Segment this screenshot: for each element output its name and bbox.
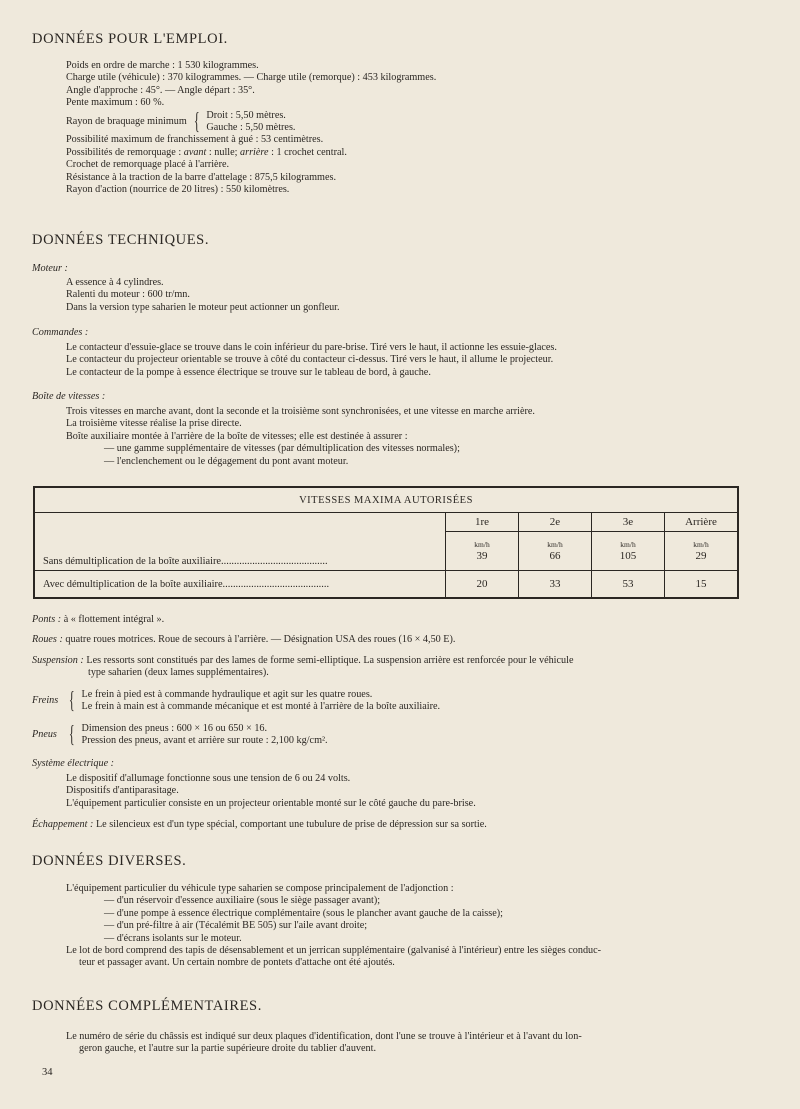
ponts-label: Ponts : [32,614,62,625]
section-title-techniques: DONNÉES TECHNIQUES. [32,232,210,248]
electrique-block [66,773,476,810]
header-reverse: Arrière [665,513,739,532]
echappement-line [32,819,487,831]
complementaires-line: geron gauche, et l'autre sur la partie supérieure droite du tablier d'auvent. [79,1043,377,1055]
section-title-diverses: DONNÉES DIVERSES. [32,853,187,869]
remorquage-avant: avant [183,146,207,158]
remorquage-prefix: Possibilités de remorquage : [66,146,184,158]
electrique-line: Dispositifs d'antiparasitage. [66,785,179,797]
suspension-block [32,655,573,680]
diverses-line: — d'une pompe à essence électrique complémentaire (sous le plancher avant gauche de la caisse); [104,907,503,919]
brace-symbol: { [68,722,75,749]
diverses-line: Le lot de bord comprend des tapis de désensablement et un jerrican supplémentaire (galvanisé à l'intérieur) entre les sièges conduc- [66,945,602,957]
moteur-line: Ralenti du moteur : 600 tr/mn. [66,289,190,301]
commandes-line: Le contacteur du projecteur orientable se trouve à côté du contacteur ci-dessus. Tiré vers le haut, il allume le projecteur. [66,354,554,366]
diverses-line: teur et passager avant. Un certain nombre de pontets d'attache ont été ajoutés. [79,957,395,969]
emploi-line: Rayon d'action (nourrice de 20 litres) : 550 kilomètres. [66,184,290,196]
speed-value: 20 [446,571,519,599]
emploi-line: Charge utile (véhicule) : 370 kilogrammes. — Charge utile (remorque) : 453 kilogrammes. [66,72,437,84]
boite-line: Boîte auxiliaire montée à l'arrière de la boîte de vitesses; elle est destinée à assurer : [66,430,408,442]
ponts-text: à « flottement intégral ». [61,614,165,625]
diverses-block [66,883,601,970]
freins-line: Le frein à main est à commande mécanique et est monté à l'arrière de la boîte auxiliaire. [81,701,441,713]
rayon-droit: Droit : 5,50 mètres. [206,109,286,121]
suspension-text: type saharien (deux lames supplémentaires). [88,667,269,679]
pneus-line: Pression des pneus, avant et arrière sur route : 2,100 kg/cm². [81,735,328,747]
echappement-text: Le silencieux est d'un type spécial, comportant une tubulure de prise de dépression sur sa sortie. [93,819,487,830]
row-label: Sans démultiplication de la boîte auxiliaire......................................... [43,556,328,567]
commandes-label: Commandes : [32,327,89,338]
commandes-block [66,342,557,379]
emploi-line: Angle d'approche : 45°. — Angle départ : 35°. [66,84,255,96]
diverses-line: — d'écrans isolants sur le moteur. [104,932,242,944]
emploi-block [66,60,436,196]
roues-label: Roues : [32,634,63,645]
header-first: 1re [446,513,519,532]
moteur-label: Moteur : [32,263,68,274]
unit-label: km/h [620,540,636,549]
pneus-line: Dimension des pneus : 600 × 16 ou 650 × 16. [81,723,268,734]
table-corner [34,513,446,532]
diverses-line: — d'un réservoir d'essence auxiliaire (sous le siège passager avant); [104,895,381,907]
remorquage-line [66,147,436,159]
header-third: 3e [592,513,665,532]
unit-label: km/h [547,540,563,549]
brace-symbol: { [193,109,200,136]
boite-label: Boîte de vitesses : [32,391,106,402]
brace-symbol: { [68,688,75,715]
unit-label: km/h [474,540,490,549]
emploi-line: Pente maximum : 60 %. [66,97,165,109]
freins-line: Le frein à pied est à commande hydraulique et agit sur les quatre roues. [81,689,373,700]
moteur-line: Dans la version type saharien le moteur peut actionner un gonfleur. [66,301,340,313]
remorquage-avant-val: : nulle; [206,146,241,158]
diverses-line: — d'un pré-filtre à air (Técalémit BE 505) sur l'aile avant droite; [104,920,368,932]
emploi-line: Résistance à la traction de la barre d'attelage : 875,5 kilogrammes. [66,171,337,183]
roues-text: quatre roues motrices. Roue de secours à l'arrière. — Désignation USA des roues (16 × 4,50 E). [62,634,456,645]
echappement-label: Échappement : [32,819,94,830]
emploi-line: Possibilité maximum de franchissement à gué : 53 centimètres. [66,134,324,146]
electrique-label: Système électrique : [32,758,115,769]
freins-block [32,689,440,714]
electrique-line: Le dispositif d'allumage fonctionne sous une tension de 6 ou 24 volts. [66,773,351,784]
suspension-label: Suspension : [32,655,84,666]
boite-line: — l'enclenchement ou le dégagement du pont avant moteur. [104,455,349,467]
rayon-label: Rayon de braquage minimum [66,115,187,127]
emploi-line: Crochet de remorquage placé à l'arrière. [66,159,230,171]
pneus-block [32,723,328,748]
moteur-block [66,277,340,314]
remorquage-arriere-val: : 1 crochet central. [268,146,347,158]
speed-value: 29 [695,550,707,562]
freins-label: Freins [32,695,59,707]
ponts-line [32,614,164,626]
section-title-complementaires: DONNÉES COMPLÉMENTAIRES. [32,998,262,1014]
complementaires-block [66,1031,582,1056]
speed-value: 15 [665,571,739,599]
commandes-line: Le contacteur d'essuie-glace se trouve dans le coin inférieur du pare-brise. Tiré vers le haut, il actionne les essuie-glaces. [66,342,557,353]
electrique-line: L'équipement particulier consiste en un projecteur orientable monté sur le côté gauche du pare-brise. [66,797,476,809]
speed-value: 53 [592,571,665,599]
speed-value: 33 [519,571,592,599]
boite-line: Trois vitesses en marche avant, dont la seconde et la troisième sont synchronisées, et une vitesse en marche arrière. [66,406,535,417]
roues-line [32,634,455,646]
pneus-label: Pneus [32,729,57,741]
section-title-emploi: DONNÉES POUR L'EMPLOI. [32,31,228,47]
rayon-gauche: Gauche : 5,50 mètres. [206,122,296,134]
boite-line: — une gamme supplémentaire de vitesses (par démultiplication des vitesses normales); [104,443,460,455]
suspension-text: Les ressorts sont constitués par des lames de forme semi-elliptique. La suspension arrière est renforcée pour le véhicule [83,655,574,666]
speed-value: 39 [476,550,488,562]
unit-label: km/h [693,540,709,549]
moteur-line: A essence à 4 cylindres. [66,277,164,288]
boite-block [66,406,535,468]
row-label: Avec démultiplication de la boîte auxiliaire......................................... [34,571,446,599]
boite-line: La troisième vitesse réalise la prise directe. [66,418,242,430]
emploi-line: Poids en ordre de marche : 1 530 kilogrammes. [66,60,259,71]
header-second: 2e [519,513,592,532]
speed-value: 66 [549,550,561,562]
rayon-braquage [66,110,436,135]
commandes-line: Le contacteur de la pompe à essence électrique se trouve sur le tableau de bord, à gauche. [66,366,431,378]
diverses-line: L'équipement particulier du véhicule type saharien se compose principalement de l'adjonction : [66,883,454,894]
table-row [34,571,738,599]
speeds-table-title: VITESSES MAXIMA AUTORISÉES [34,487,738,513]
remorquage-arriere: arrière [240,146,269,158]
complementaires-line: Le numéro de série du châssis est indiqué sur deux plaques d'identification, dont l'une se trouve à l'intérieur et à l'avant du lon- [66,1031,582,1042]
speeds-table [33,486,739,599]
page-number: 34 [42,1067,53,1078]
table-row [34,532,738,571]
speed-value: 105 [619,550,637,562]
